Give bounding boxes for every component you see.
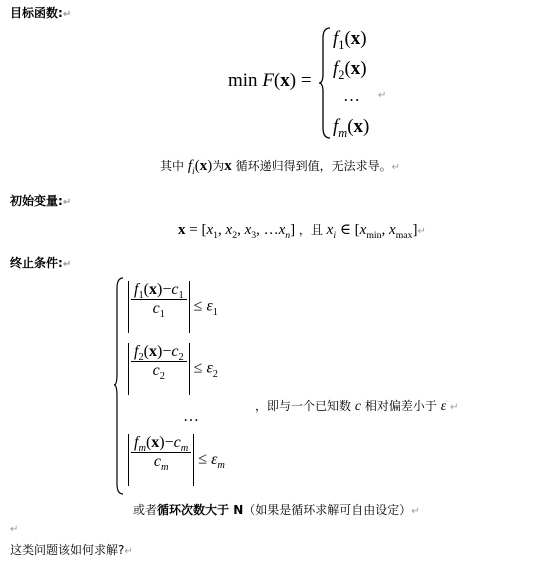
case-ellipsis: [343, 86, 360, 106]
question-text: 这类问题该如何求解?: [10, 543, 125, 557]
note-mid: 为: [212, 159, 225, 173]
termination-heading-text: 终止条件:: [10, 256, 63, 270]
initial-heading-text: 初始变量:: [10, 194, 63, 208]
return-mark: ↵: [10, 524, 19, 535]
case-ellipsis-text: …: [343, 86, 360, 105]
objective-heading: [10, 4, 71, 21]
return-mark: ↵: [62, 9, 72, 20]
objective-heading-text: 目标函数:: [10, 6, 63, 20]
termination-side-note: ，即与一个已知数 c 相对偏差小于 ε ↵: [255, 399, 459, 414]
termination-or-line: 或者循环次数大于 N（如果是循环求解可自由设定）↵: [133, 503, 420, 517]
condition-1: $\frac{f_1(x)-c_1}{c_1}$ ≤ $\varepsilon_1$: [128, 281, 218, 333]
initial-heading: 初始变量:↵: [10, 194, 72, 208]
cases-brace-icon: [318, 26, 332, 140]
question-line: 这类问题该如何求解?↵: [10, 543, 133, 557]
initial-conj: ，且: [298, 223, 323, 237]
condition-ellipsis: …: [183, 408, 199, 425]
note-prefix: 其中: [160, 159, 185, 173]
return-mark: ↵: [378, 90, 387, 101]
termination-brace-icon: [113, 276, 125, 496]
condition-m: $\frac{f_m(x)-c_m}{c_m}$ ≤ $\varepsilon_m$: [128, 434, 225, 486]
condition-2: $\frac{f_2(x)-c_2}{c_2}$ ≤ $\varepsilon_2$: [128, 343, 218, 395]
case-fm: $f_m(x)$: [333, 116, 370, 140]
note-suffix: 循环递归得到值，无法求导。: [235, 159, 392, 173]
termination-heading: 终止条件:↵: [10, 256, 72, 270]
initial-formula: $x = [x_1$, $x_2$, $x_3$, $\dots x_n$] ，且 $x_i$ ∈ [$x_{min}$, $x_{max}]↵$: [178, 222, 426, 241]
case-f2: $f_2(x)$: [333, 58, 367, 82]
objective-lhs: [228, 70, 312, 92]
objective-lhs-text: min F(x) =: [228, 70, 312, 91]
case-f1: $f_1(x)$: [333, 28, 367, 52]
objective-note: 其中 $f_i(x)$为x 循环递归得到值，无法求导。↵: [160, 158, 400, 177]
